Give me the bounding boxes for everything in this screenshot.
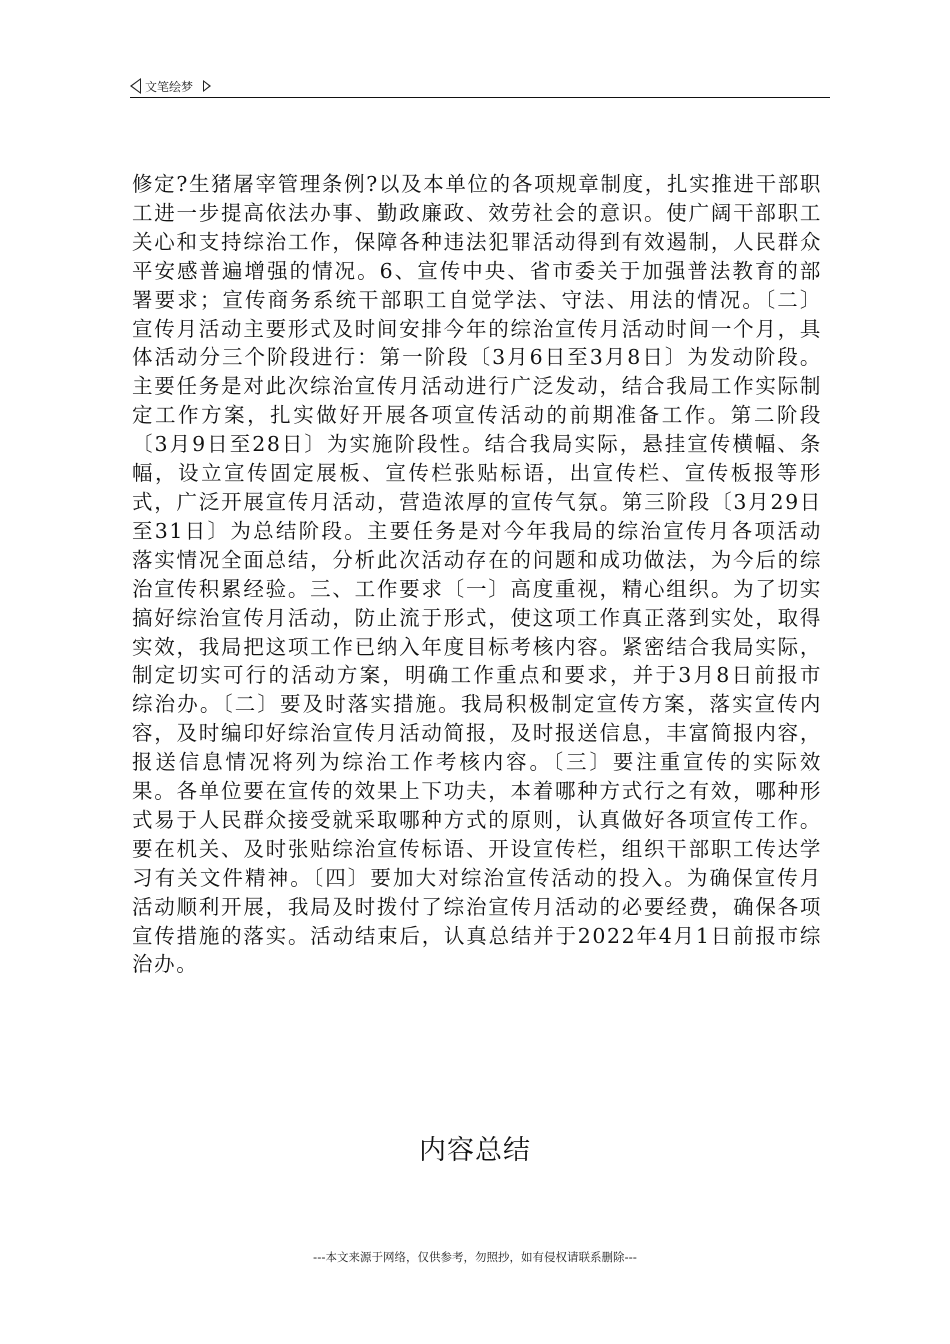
right-triangle-icon	[203, 80, 211, 92]
body-paragraph: 修定?生猪屠宰管理条例?以及本单位的各项规章制度，扎实推进干部职工进一步提高依法办事、勤政廉政、效劳社会的意识。使广阔干部职工关心和支持综治工作，保障各种违法犯罪活动得到有效遏制，人民群众平安感普遍增强的情况。6、宣传中央、省市委关于加强普法教育的部署要求；宣传商务系统干部职工自觉学法、守法、用法的情况。〔二〕宣传月活动主要形式及时间安排今年的综治宣传月活动时间一个月，具体活动分三个阶段进行：第一阶段〔3月6日至3月8日〕为发动阶段。主要任务是对此次综治宣传月活动进行广泛发动，结合我局工作实际制定工作方案，扎实做好开展各项宣传活动的前期准备工作。第二阶段〔3月9日至28日〕为实施阶段性。结合我局实际，悬挂宣传横幅、条幅，设立宣传固定展板、宣传栏张贴标语，出宣传栏、宣传板报等形式，广泛开展宣传月活动，营造浓厚的宣传气氛。第三阶段〔3月29日至31日〕为总结阶段。主要任务是对今年我局的综治宣传月各项活动落实情况全面总结，分析此次活动存在的问题和成功做法，为今后的综治宣传积累经验。三、工作要求〔一〕高度重视，精心组织。为了切实搞好综治宣传月活动，防止流于形式，使这项工作真正落到实处，取得实效，我局把这项工作已纳入年度目标考核内容。紧密结合我局实际，制定切实可行的活动方案，明确工作重点和要求，并于3月8日前报市综治办。〔二〕要及时落实措施。我局积极制定宣传方案，落实宣传内容，及时编印好综治宣传月活动简报，及时报送信息，丰富简报内容，报送信息情况将列为综治工作考核内容。〔三〕要注重宣传的实际效果。各单位要在宣传的效果上下功夫，本着哪种方式行之有效，哪种形式易于人民群众接受就采取哪种方式的原则，认真做好各项宣传工作。要在机关、及时张贴综治宣传标语、开设宣传栏，组织干部职工传达学习有关文件精神。〔四〕要加大对综治宣传活动的投入。为确保宣传月活动顺利开展，我局及时拨付了综治宣传月活动的必要经费，确保各项宣传措施的落实。活动结束后，认真总结并于2022年4月1日前报市综治办。	[132, 172, 822, 977]
summary-heading: 内容总结	[419, 1135, 531, 1166]
page-header	[130, 74, 830, 98]
header-divider	[130, 97, 830, 98]
left-triangle-icon	[130, 78, 141, 94]
header-brand: 文笔绘梦	[145, 79, 194, 94]
footer-disclaimer: ---本文来源于网络，仅供参考，勿照抄，如有侵权请联系删除---	[313, 1250, 637, 1264]
